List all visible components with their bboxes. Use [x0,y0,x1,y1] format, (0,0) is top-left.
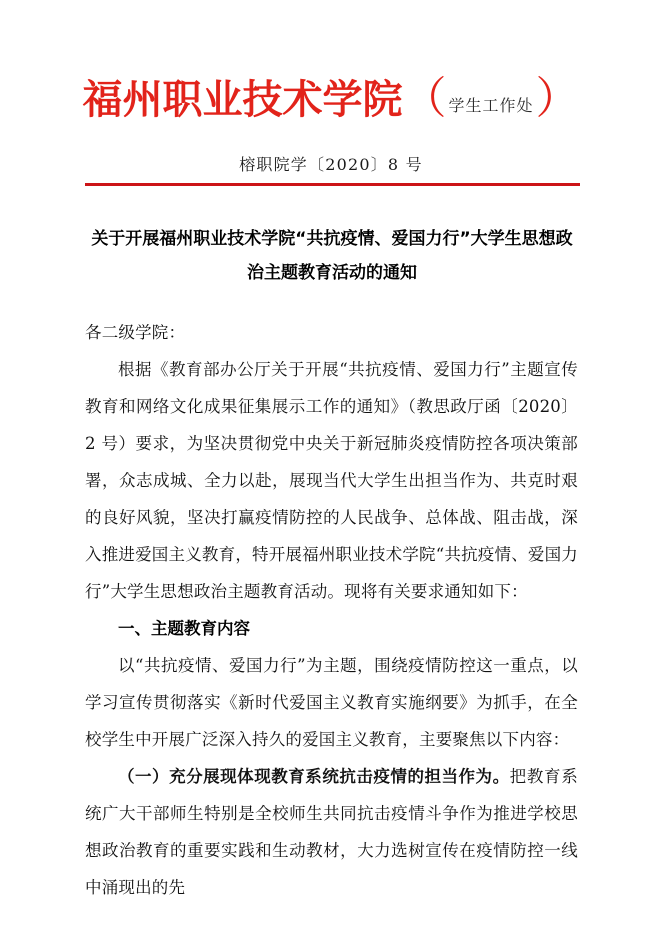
section-heading-1: 一、主题教育内容 [118,619,250,638]
subsection-paragraph-1 [85,758,578,906]
document-title: 关于开展福州职业技术学院“共抗疫情、爱国力行”大学生思想政治主题教育活动的通知 [91,229,573,283]
masthead [0,73,662,124]
document-body [85,314,578,906]
masthead-department-name: 学生工作处 [448,96,534,115]
subsection-body-text: 把教育系统广大干部师生特别是全校师生共同抗击疫情斗争作为推进学校思想政治教育的重要实践和生动教材，大力选树宣传在疫情防控一线中涌现出的先 [85,767,578,897]
masthead-organization-name: 福州职业技术学院 [82,77,403,123]
masthead-paren-open: （ [402,73,447,124]
section-paragraph-1: 以“共抗疫情、爱国力行”为主题，围绕疫情防控这一重点，以学习宣传贯彻落实《新时代爱国主义教育实施纲要》为抓手，在全校学生中开展广泛深入持久的爱国主义教育，主要聚焦以下内容： [85,656,578,749]
masthead-paren-close: ） [535,73,580,124]
body-paragraph-1: 根据《教育部办公厅关于开展“共抗疫情、爱国力行”主题宣传教育和网络文化成果征集展示工作的通知》（教思政厅函〔2020〕2 号）要求，为坚决贯彻党中央关于新冠肺炎疫情防控各项决策部署，众志成城、全力以赴，展现当代大学生出担当作为、共克时艰的良好风貌，坚决打赢疫情防控的人民战争、总体战、阻击战，深入推进爱国主义教育，特开展福州职业技术学院“共抗疫情、爱国力行”大学生思想政治主题教育活动。现将有关要求通知如下： [85,360,578,601]
masthead-red-rule [85,183,580,186]
subsection-heading-lead: （一）充分展现体现教育系统抗击疫情的担当作为。 [118,767,510,786]
salutation: 各二级学院： [85,323,186,342]
document-number: 榕职院学〔2020〕8 号 [239,155,423,174]
